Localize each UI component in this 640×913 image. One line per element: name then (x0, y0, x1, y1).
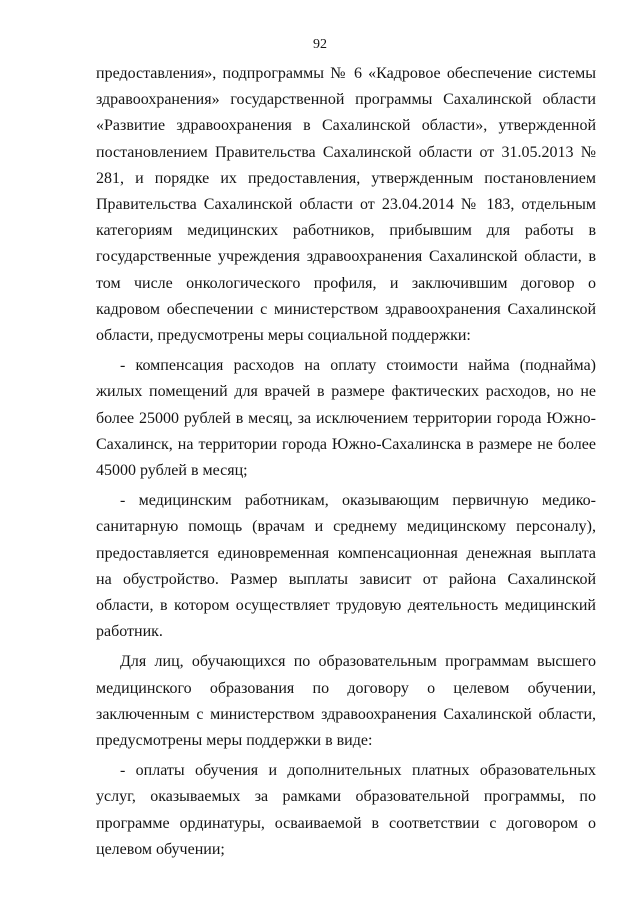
paragraph-intro: предоставления», подпрограммы № 6 «Кадровое обеспечение системы здравоохранения» государственной программы Сахалинской области «Развитие здравоохранения в Сахалинской области», утвержденной постановлением Правительства Сахалинской области от 31.05.2013 № 281, и порядке их предоставления, утвержденным постановлением Правительства Сахалинской области от 23.04.2014 № 183, отдельным категориям медицинских работников, прибывшим для работы в государственные учреждения здравоохранения Сахалинской области, в том числе онкологического профиля, и заключившим договор о кадровом обеспечении с министерством здравоохранения Сахалинской области, предусмотрены меры социальной поддержки: (96, 65, 596, 345)
paragraph-settlement-payment: - медицинским работникам, оказывающим первичную медико-санитарную помощь (врачам и среднему медицинскому персоналу), предоставляется единовременная компенсационная денежная выплата на обустройство. Размер выплаты зависит от района Сахалинской области, в котором осуществляет трудовую деятельность медицинский работник. (96, 492, 596, 641)
paragraph-tuition-payment: - оплаты обучения и дополнительных платных образовательных услуг, оказываемых за рамками образовательной программы, по программе ординатуры, осваиваемой в соответствии с договором о целевом обучении; (96, 762, 596, 858)
page-number: 92 (313, 37, 327, 52)
paragraph-housing-compensation: - компенсация расходов на оплату стоимости найма (поднайма) жилых помещений для врачей в размере фактических расходов, но не более 25000 рублей в месяц, за исключением территории города Южно-Сахалинск, на территории города Южно-Сахалинска в размере не более 45000 рублей в месяц; (96, 357, 596, 480)
paragraph-students-support: Для лиц, обучающихся по образовательным программам высшего медицинского образования по договору о целевом обучении, заключенным с министерством здравоохранения Сахалинской области, предусмотрены меры поддержки в виде: (96, 653, 596, 750)
document-body (96, 61, 596, 863)
